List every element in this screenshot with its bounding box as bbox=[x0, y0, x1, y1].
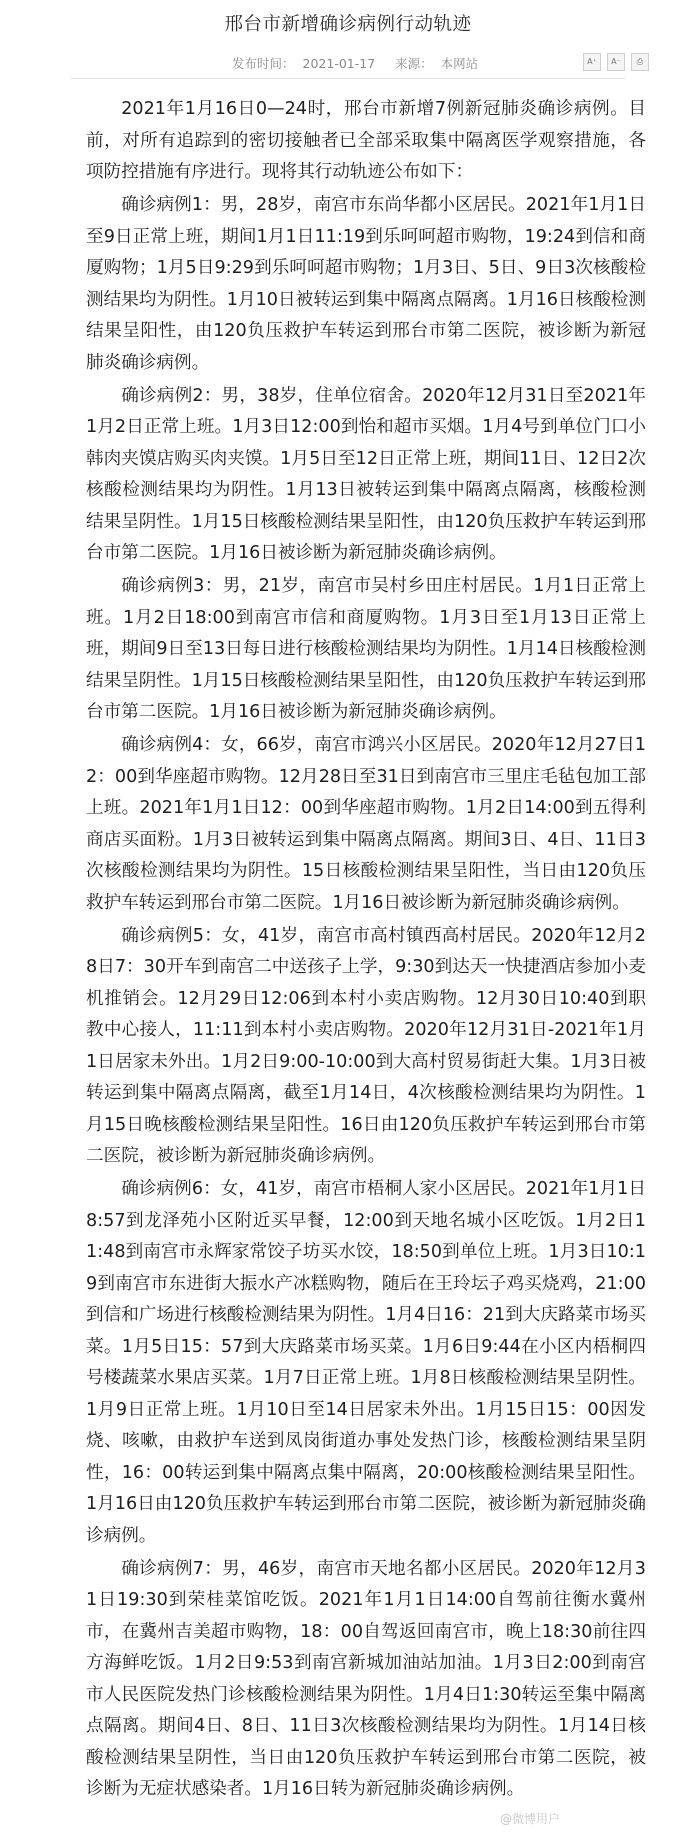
source bbox=[395, 56, 486, 71]
paragraph-case-7: 确诊病例7：男，46岁，南宫市天地名都小区居民。2020年12月31日19:30到荣桂菜馆吃饭。2021年1月1日14:00自驾前往衡水冀州市，在冀州吉美超市购物，18：00自驾返回南宫市，晚上18:30前往四方海鲜吃饭。1月2日9:53到南宫新城加油站加油。1月3日2:00到南宫市人民医院发热门诊核酸检测结果为阴性。1月4日1:30转运至集中隔离点隔离。期间4日、8日、11日3次核酸检测结果均为阴性。1月14日核酸检测结果呈阴性，当日由120负压救护车转运到邢台市第二医院，被诊断为无症状感染者。1月16日转为新冠肺炎确诊病例。 bbox=[86, 1558, 646, 1799]
meta-text bbox=[232, 54, 494, 72]
publish-time bbox=[232, 56, 383, 71]
paragraph-intro: 2021年1月16日0—24时，邢台市新增7例新冠肺炎确诊病例。目前，对所有追踪到的密切接触者已全部采取集中隔离医学观察措施，各项防控措施有序进行。现将其行动轨迹公布如下： bbox=[86, 99, 646, 182]
divider bbox=[70, 78, 626, 79]
article-tools bbox=[583, 53, 649, 71]
article-title: 邢台市新增确诊病例行动轨迹 bbox=[224, 14, 472, 35]
paragraph-case-4: 确诊病例4：女，66岁，南宫市鸿兴小区居民。2020年12月27日12：00到华座超市购物。12月28日至31日到南宫市三里庄毛毡包加工部上班。2021年1月1日12：00到华座超市购物。1月2日14:00到五得利商店买面粉。1月3日被转运到集中隔离点隔离。期间3日、4日、11日3次核酸检测结果均为阴性。15日核酸检测结果呈阳性，当日由120负压救护车转运到邢台市第二医院。1月16日被诊断为新冠肺炎确诊病例。 bbox=[86, 735, 646, 913]
paragraph-case-3: 确诊病例3：男，21岁，南宫市吴村乡田庄村居民。1月1日正常上班。1月2日18:00到南宫市信和商厦购物。1月3日至1月13日正常上班，期间9日至13日每日进行核酸检测结果均为阴性。1月14日核酸检测结果呈阴性。1月15日核酸检测结果呈阳性，由120负压救护车转运到邢台市第二医院。1月16日被诊断为新冠肺炎确诊病例。 bbox=[86, 576, 646, 722]
watermark: @微博用户 bbox=[500, 1812, 561, 1826]
source-label: 来源： bbox=[395, 56, 433, 71]
publish-label: 发布时间： bbox=[232, 56, 295, 71]
print-button[interactable]: ⎙ bbox=[631, 53, 649, 71]
article-body bbox=[86, 94, 646, 1807]
font-smaller-button[interactable]: A⁻ bbox=[607, 53, 625, 71]
paragraph-case-5: 确诊病例5：女，41岁，南宫市高村镇西高村居民。2020年12月28日7：30开车到南宫二中送孩子上学，9:30到达天一快捷酒店参加小麦机推销会。12月29日12:06到本村小卖店购物。12月30日10:40到职教中心接人，11:11到本村小卖店购物。2020年12月31日-2021年1月1日居家未外出。1月2日9:00-10:00到大高村贸易街赶大集。1月3日被转运到集中隔离点隔离，截至1月14日，4次核酸检测结果均为阴性。1月15日晚核酸检测结果呈阳性。16日由120负压救护车转运到邢台市第二医院，被诊断为新冠肺炎确诊病例。 bbox=[86, 925, 646, 1166]
paragraph-case-1: 确诊病例1：男，28岁，南宫市东尚华都小区居民。2021年1月1日至9日正常上班，期间1月1日11:19到乐呵呵超市购物，19:24到信和商厦购物；1月5日9:29到乐呵呵超市购物；1月3日、5日、9日3次核酸检测结果均为阴性。1月10日被转运到集中隔离点隔离。1月16日核酸检测结果呈阳性，由120负压救护车转运到邢台市第二医院，被诊断为新冠肺炎确诊病例。 bbox=[86, 195, 646, 373]
source-name: 本网站 bbox=[440, 56, 479, 71]
font-larger-button[interactable]: A⁺ bbox=[583, 53, 601, 71]
paragraph-case-6: 确诊病例6：女，41岁，南宫市梧桐人家小区居民。2021年1月1日8:57到龙泽苑小区附近买早餐，12:00到天地名城小区吃饭。1月2日11:48到南宫市永辉家常饺子坊买水饺，18:50到单位上班。1月3日10:19到南宫市东进街大振水产冰糕购物，随后在王玲坛子鸡买烧鸡，21:00到信和广场进行核酸检测结果为阴性。1月4日16：21到大庆路菜市场买菜。1月5日15：57到大庆路菜市场买菜。1月6日9:44在小区内梧桐四号楼蔬菜水果店买菜。1月7日正常上班。1月8日核酸检测结果呈阴性。1月9日正常上班。1月10日至14日居家未外出。1月15日15：00因发烧、咳嗽，由救护车送到凤岗街道办事处发热门诊，核酸检测结果呈阴性，16：00转运到集中隔离点集中隔离，20:00核酸检测结果呈阳性。1月16日由120负压救护车转运到邢台市第二医院，被诊断为新冠肺炎确诊病例。 bbox=[86, 1179, 646, 1546]
publish-date: 2021-01-17 bbox=[302, 56, 376, 71]
paragraph-case-2: 确诊病例2：男，38岁，住单位宿舍。2020年12月31日至2021年1月2日正常上班。1月3日12:00到怡和超市买烟。1月4号到单位门口小韩肉夹馍店购买肉夹馍。1月5日至12日正常上班，期间11日、12日2次核酸检测结果均为阴性。1月13日被转运到集中隔离点隔离，核酸检测结果呈阴性。1月15日核酸检测结果呈阳性，由120负压救护车转运到邢台市第二医院。1月16日被诊断为新冠肺炎确诊病例。 bbox=[86, 385, 646, 563]
article-meta bbox=[0, 48, 696, 78]
